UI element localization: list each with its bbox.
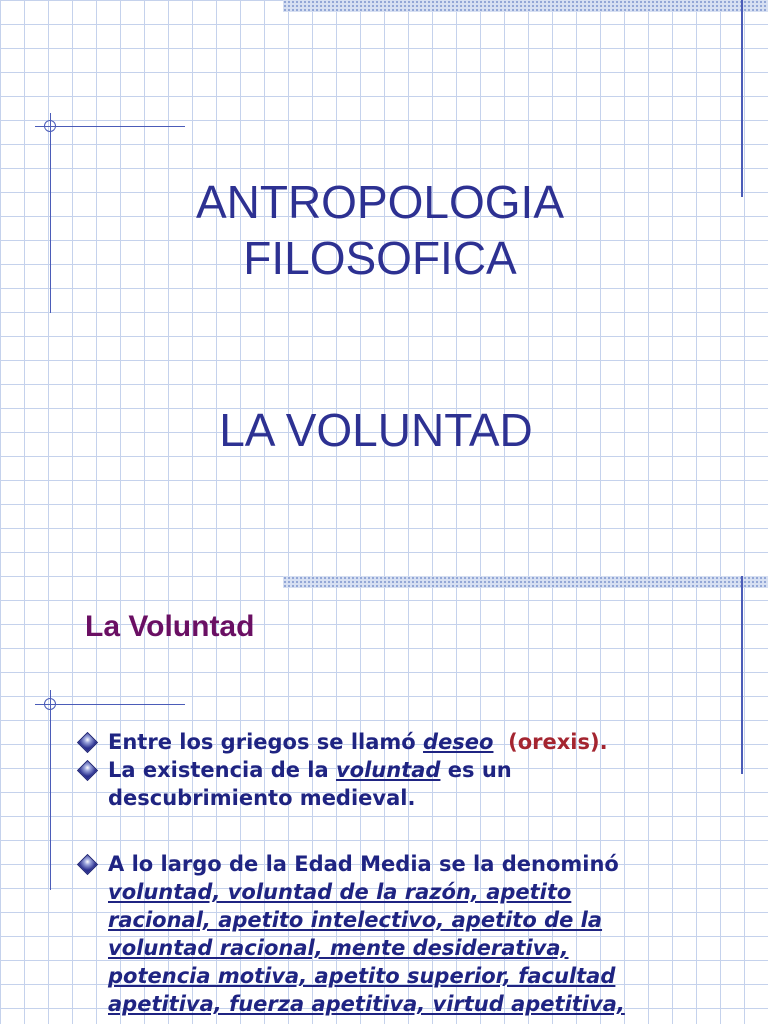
bullet-list (78, 728, 678, 1018)
slide-right-border (741, 0, 743, 197)
corner-ring-icon (44, 698, 56, 710)
slide-title-line-2: FILOSOFICA (243, 232, 517, 284)
bullet-punctuation: . (599, 730, 608, 754)
bullet-term: voluntad, voluntad de la razón, apetito racional, apetito intelectivo, apetito de la voluntad racional, mente desiderativa, potencia motiva, apetito superior, facultad apetitiva, fuerza apetitiva, virtud apetitiva, (108, 880, 625, 1016)
corner-vertical-line (50, 690, 51, 890)
corner-ring-icon (44, 120, 56, 132)
bullet-item (78, 756, 678, 812)
diamond-bullet-icon (77, 854, 98, 875)
bullet-highlight: (orexis) (508, 730, 600, 754)
diamond-bullet-icon (77, 732, 98, 753)
bullet-term: voluntad (335, 758, 441, 782)
diamond-bullet-icon (77, 760, 98, 781)
slide-top-band (283, 0, 768, 12)
bullet-item (78, 728, 678, 756)
bullet-text: Entre los griegos se llamó (108, 730, 424, 754)
slide-right-border (741, 576, 743, 774)
corner-horizontal-line (35, 126, 185, 127)
bullet-text: La existencia de la (108, 758, 336, 782)
slide-top-band (283, 576, 768, 588)
corner-horizontal-line (35, 704, 185, 705)
slide-heading: La Voluntad (85, 610, 255, 643)
bullet-term: deseo (423, 730, 494, 754)
bullet-item (78, 850, 678, 1018)
bullet-gap (78, 812, 678, 850)
bullet-text: A lo largo de la Edad Media se la denominó (108, 852, 619, 876)
slide-title-line-1: ANTROPOLOGIA (195, 176, 565, 228)
bullet-spacer (493, 730, 508, 754)
bullet-text-tail: es un descubrimiento medieval. (108, 758, 512, 810)
slide-subtitle: LA VOLUNTAD (219, 404, 533, 456)
content-slide (0, 576, 768, 1024)
